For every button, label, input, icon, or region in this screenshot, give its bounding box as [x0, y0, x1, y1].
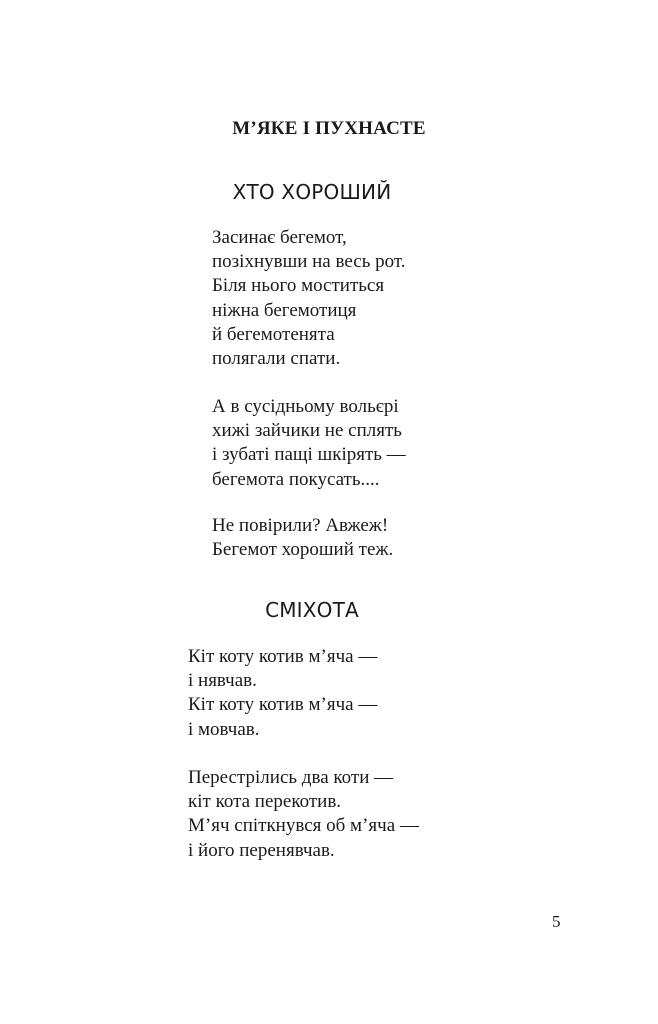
- poem-line: і зубаті пащі шкірять —: [212, 444, 406, 466]
- poem-line: Перестрілись два коти —: [188, 767, 394, 788]
- poem-line: ніжна бегемотиця: [212, 299, 357, 321]
- poem-line: Біля нього моститься: [212, 275, 385, 297]
- poem-line: Кіт коту котив м’яча —: [188, 694, 378, 716]
- poem-line: і нявчав.: [188, 670, 257, 692]
- poem-line: бегемота покусать....: [212, 468, 380, 490]
- poem-title-hto-horoshyi: ХТО ХОРОШИЙ: [232, 180, 392, 204]
- poem-line: й бегемотенята: [212, 323, 335, 345]
- poem-line: кіт кота перекотив.: [188, 791, 342, 813]
- poem-line: Кіт коту котив м’яча —: [188, 646, 378, 667]
- poem-line: Бегемот хороший теж.: [212, 539, 394, 561]
- poem-line: позіхнувши на весь рот.: [212, 251, 406, 273]
- poem-line: хижі зайчики не сплять: [212, 420, 402, 442]
- page-number: 5: [552, 912, 561, 931]
- poem-line: Не повірили? Авжеж!: [212, 515, 389, 536]
- poem-line: М’яч спіткнувся об м’яча —: [188, 815, 419, 837]
- poem-line: і його перенявчав.: [188, 839, 335, 861]
- poem-line: і мовчав.: [188, 718, 260, 740]
- poem-2-stanza-2: [188, 766, 419, 863]
- poem-line: Засинає бегемот,: [212, 227, 347, 248]
- poem-1-stanza-1: [212, 226, 405, 371]
- section-title: М’ЯКЕ І ПУХНАСТЕ: [232, 118, 426, 139]
- poem-2-stanza-1: [188, 645, 377, 742]
- poem-1-stanza-3: [212, 514, 393, 562]
- poem-1-stanza-2: [212, 395, 406, 492]
- poem-line: полягали спати.: [212, 348, 341, 370]
- poem-title-smikhota: СМІХОТА: [265, 598, 359, 622]
- poem-line: А в сусідньому вольєрі: [212, 396, 399, 417]
